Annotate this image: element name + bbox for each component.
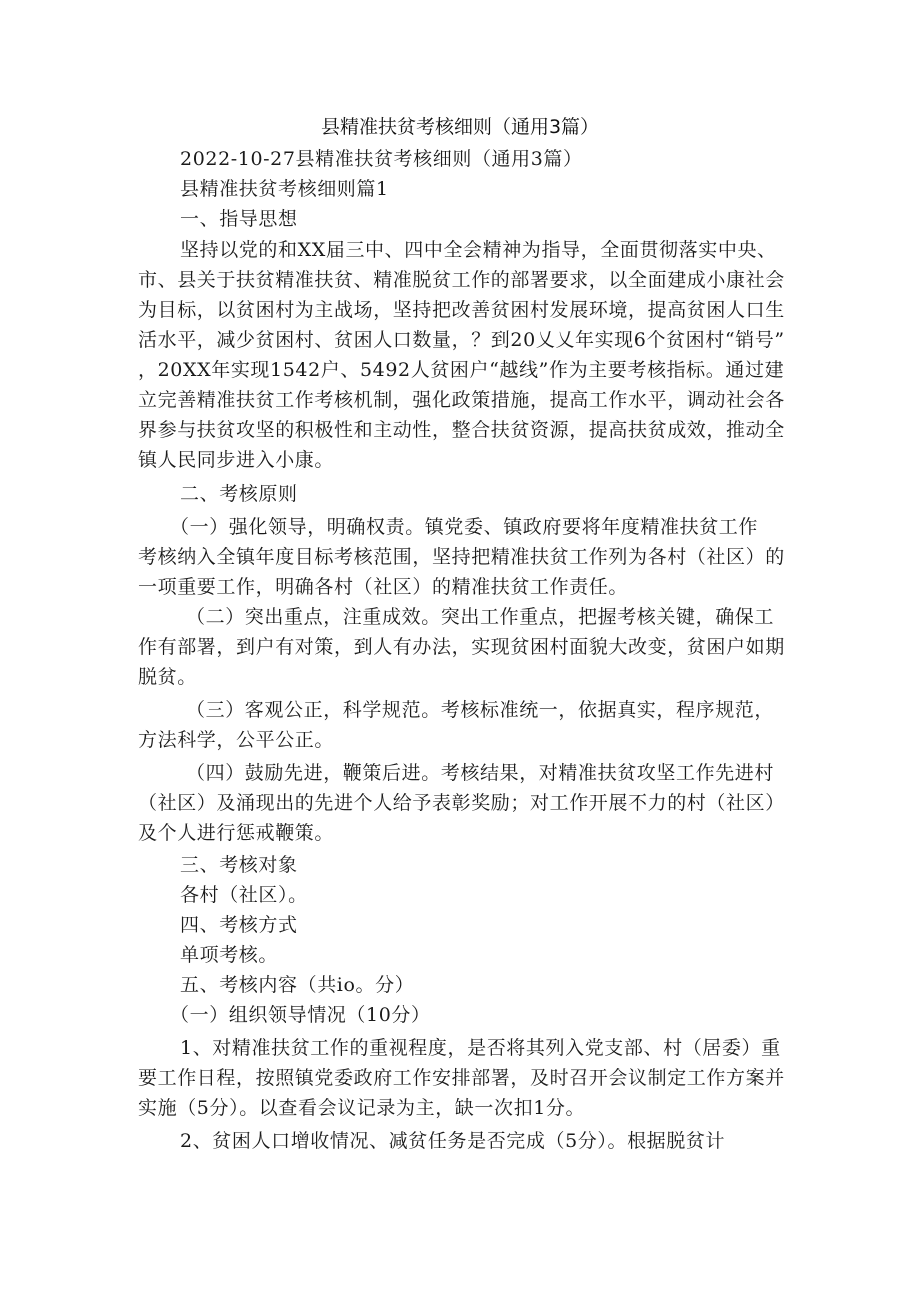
paragraph-line: （社区）及涌现出的先进个人给予表彰奖励；对工作开展不力的村（社区） [138, 792, 785, 814]
paragraph-line: 各村（社区）。 [180, 884, 308, 906]
date-subtitle-line: 2022-10-27县精准扶贫考核细则（通用3篇） [180, 148, 583, 170]
paragraph-line: 市、县关于扶贫精准扶贫、精准脱贫工作的部署要求，以全面建成小康社会 [138, 269, 785, 291]
paragraph-line: 考核纳入全镇年度目标考核范围，坚持把精准扶贫工作列为各村（社区）的 [138, 546, 785, 568]
heading-assessment-method: 四、考核方式 [180, 914, 298, 936]
paragraph-line: 坚持以党的和XX届三中、四中全会精神为指导，全面贯彻落实中央、 [180, 239, 777, 261]
paragraph-line: （二）突出重点，注重成效。突出工作重点，把握考核关键，确保工 [186, 606, 775, 628]
paragraph-line: （四）鼓励先进，鞭策后进。考核结果，对精准扶贫攻坚工作先进村 [186, 762, 775, 784]
paragraph-line: 要工作日程，按照镇党委政府工作安排部署，及时召开会议制定工作方案并 [138, 1067, 785, 1089]
heading-assessment-targets: 三、考核对象 [180, 854, 298, 876]
paragraph-line: 及个人进行惩戒鞭策。 [138, 822, 335, 844]
paragraph-line: 一项重要工作，明确各村（社区）的精准扶贫工作责任。 [138, 576, 629, 598]
paragraph-line: 界参与扶贫攻坚的积极性和主动性，整合扶贫资源，提高扶贫成效，推动全 [138, 419, 785, 441]
paragraph-line: 1、对精准扶贫工作的重视程度，是否将其列入党支部、村（居委）重 [180, 1037, 781, 1059]
paragraph-line: ，20XX年实现1542户、5492人贫困户“越线”作为主要考核指标。通过建 [138, 359, 785, 381]
paragraph-line: 实施（5分）。以查看会议记录为主，缺一次扣1分。 [138, 1097, 586, 1119]
paragraph-line: （三）客观公正，科学规范。考核标准统一，依据真实，程序规范， [186, 699, 775, 721]
heading-assessment-principles: 二、考核原则 [180, 483, 298, 505]
heading-assessment-content: 五、考核内容（共io。分） [180, 974, 415, 996]
paragraph-line: （一）强化领导，明确权责。镇党委、镇政府要将年度精准扶贫工作 [170, 516, 759, 538]
paragraph-line: 2、贫困人口增收情况、减贫任务是否完成（5分）。根据脱贫计 [180, 1130, 726, 1152]
document-title: 县精准扶贫考核细则（通用3篇） [320, 116, 600, 138]
paragraph-line: 脱贫。 [138, 666, 197, 688]
section-heading-line: 县精准扶贫考核细则篇1 [180, 178, 389, 200]
paragraph-line: 作有部署，到户有对策，到人有办法，实现贫困村面貌大改变，贫困户如期 [138, 636, 785, 658]
heading-guiding-ideology: 一、指导思想 [180, 208, 298, 230]
paragraph-line: 立完善精准扶贫工作考核机制，强化政策措施，提高工作水平，调动社会各 [138, 389, 785, 411]
paragraph-line: 活水平，减少贫困村、贫困人口数量，？到20乂乂年实现6个贫困村“销号” [138, 329, 785, 351]
paragraph-line: 单项考核。 [180, 944, 279, 966]
paragraph-line: 方法科学，公平公正。 [138, 729, 335, 751]
subheading-organization-leadership: （一）组织领导情况（10分） [170, 1004, 431, 1026]
paragraph-line: 为目标，以贫困村为主战场，坚持把改善贫困村发展环境，提高贫困人口生 [138, 299, 785, 321]
paragraph-line: 镇人民同步进入小康。 [138, 449, 335, 471]
